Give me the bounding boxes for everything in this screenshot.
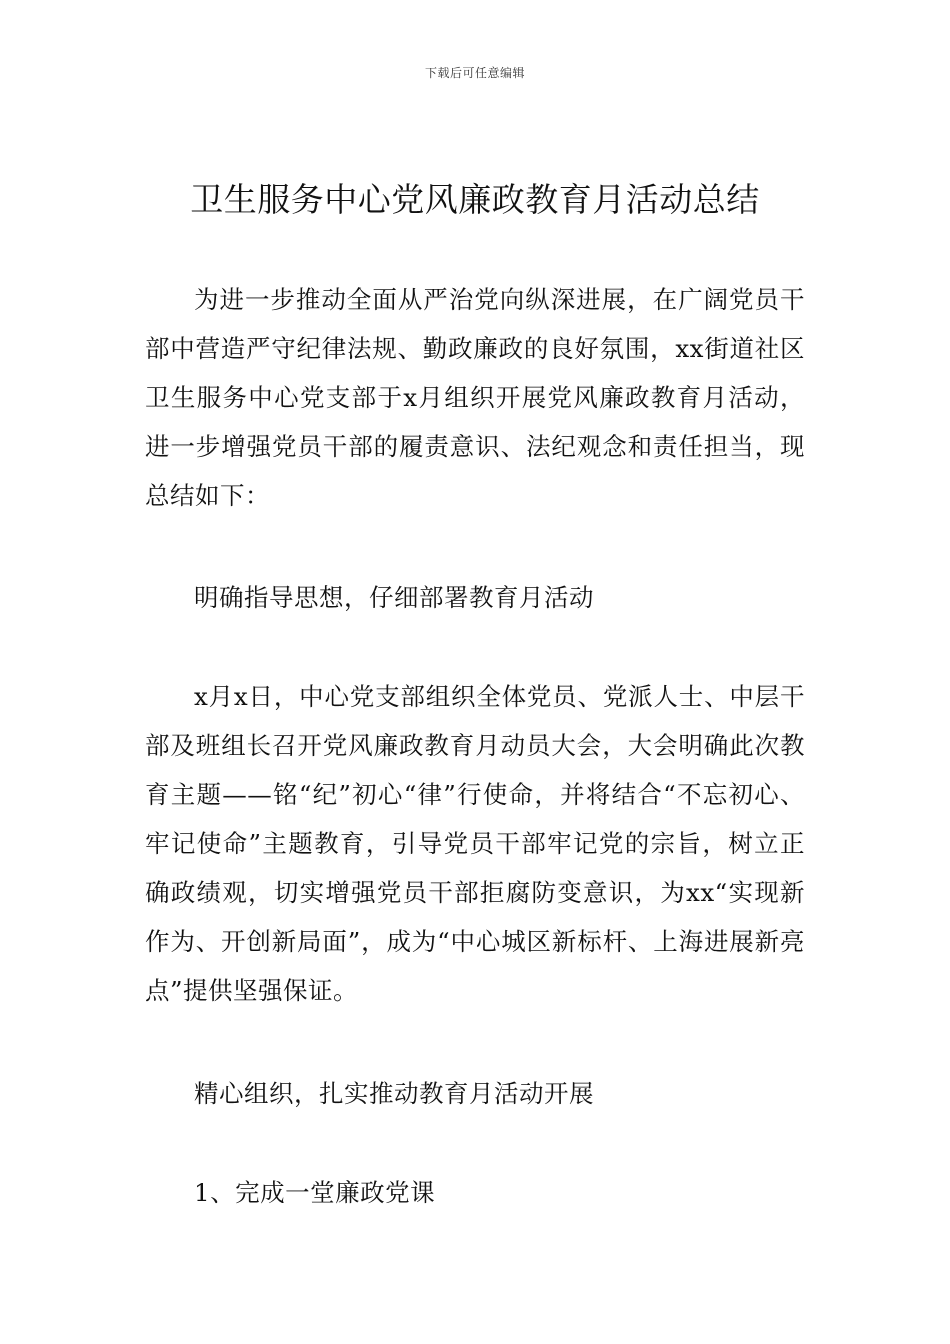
document-title: 卫生服务中心党风廉政教育月活动总结 (190, 180, 760, 219)
mobilization-paragraph: x月x日，中心党支部组织全体党员、党派人士、中层干部及班组长召开党风廉政教育月动员大会，大会明确此次教育主题——铭“纪”初心“律”行使命，并将结合“不忘初心、牢记使命”主题教育，引导党员干部牢记党的宗旨，树立正确政绩观，切实增强党员干部拒腐防变意识，为xx“实现新作为、开创新局面”，成为“中心城区新标杆、上海进展新亮点”提供坚强保证。 (145, 682, 805, 1005)
section-heading-guidance: 明确指导思想，仔细部署教育月活动 (194, 583, 594, 612)
mobilization-section (145, 672, 805, 1015)
intro-section (145, 275, 805, 520)
page-header-note: 下载后可任意编辑 (424, 66, 525, 80)
section-organization (145, 1069, 805, 1118)
intro-paragraph: 为进一步推动全面从严治党向纵深进展，在广阔党员干部中营造严守纪律法规、勤政廉政的良好氛围，xx街道社区卫生服务中心党支部于x月组织开展党风廉政教育月活动，进一步增强党员干部的履责意识、法纪观念和责任担当，现总结如下： (145, 285, 805, 510)
subsection-lecture (145, 1168, 805, 1217)
subsection-heading-lecture: 1、完成一堂廉政党课 (194, 1178, 436, 1207)
section-guidance (145, 573, 805, 622)
section-heading-organization: 精心组织，扎实推动教育月活动开展 (194, 1079, 594, 1108)
